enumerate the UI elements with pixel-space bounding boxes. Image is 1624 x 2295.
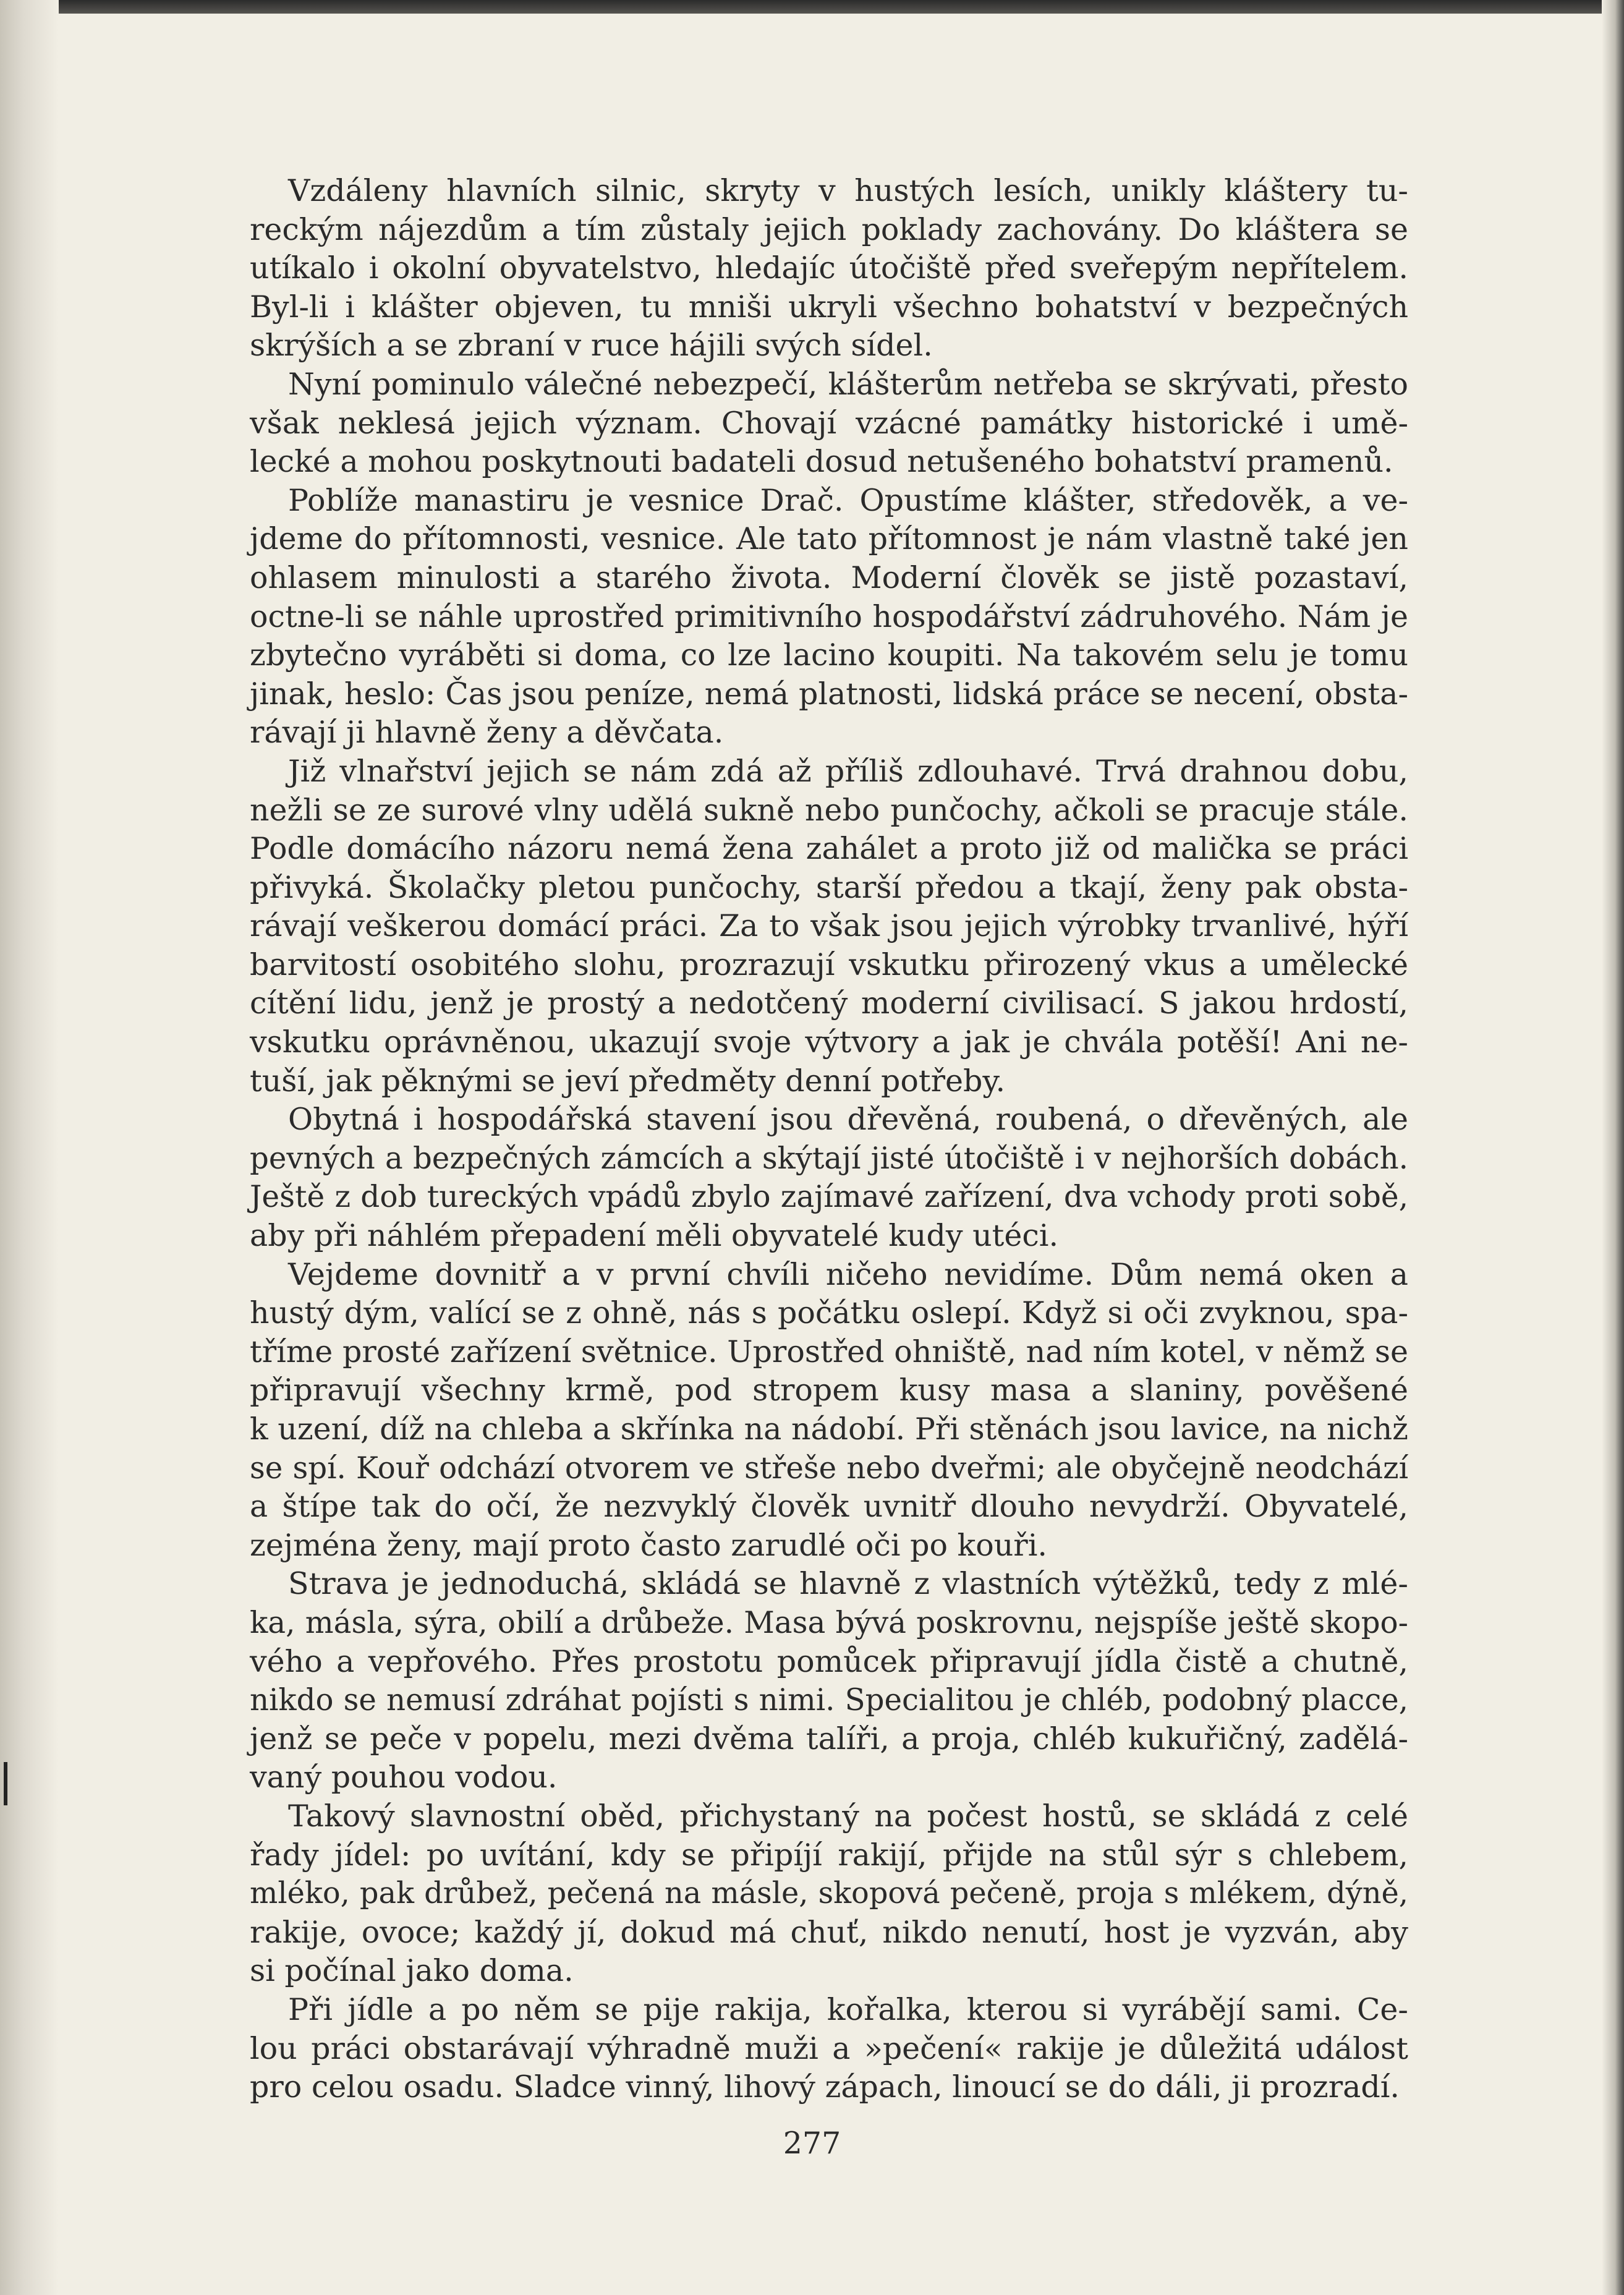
text-line: lou práci obstarávají výhradně muži a »pečení« rakije je důležitá událost: [250, 2030, 1408, 2066]
page-gutter-shadow: [0, 0, 59, 2295]
text-line: řady jídel: po uvítání, kdy se připíjí rakijí, přijde na stůl sýr s chlebem,: [250, 1837, 1408, 1873]
text-line: cítění lidu, jenž je prostý a nedotčený moderní civilisací. S jakou hrdostí,: [250, 986, 1408, 1021]
text-line: připravují všechny krmě, pod stropem kusy masa a slaniny, pověšené: [250, 1373, 1408, 1408]
text-line: a štípe tak do očí, že nezvyklý člověk uvnitř dlouho nevydrží. Obyvatelé,: [250, 1489, 1408, 1525]
text-line: Podle domácího názoru nemá žena zahálet a proto již od malička se práci: [250, 831, 1408, 867]
paragraph: [250, 1991, 1408, 2107]
text-line: nikdo se nemusí zdráhat pojísti s nimi. Specialitou je chléb, podobný placce,: [250, 1683, 1408, 1718]
paragraph: [250, 1565, 1408, 1797]
text-line: Strava je jednoduchá, skládá se hlavně z vlastních výtěžků, tedy z mlé-: [288, 1566, 1408, 1602]
text-line: lecké a mohou poskytnouti badateli dosud netušeného bohatství pramenů.: [250, 444, 1393, 480]
text-line: aby při náhlém přepadení měli obyvatelé kudy utéci.: [250, 1218, 1059, 1254]
text-line: Vzdáleny hlavních silnic, skryty v hustých lesích, unikly kláštery tu-: [288, 173, 1408, 208]
text-line: skrýších a se zbraní v ruce hájili svých sídel.: [250, 328, 933, 364]
text-line: reckým nájezdům a tím zůstaly jejich poklady zachovány. Do kláštera se: [250, 211, 1408, 247]
text-line: však neklesá jejich význam. Chovají vzácné památky historické i umě-: [250, 405, 1408, 441]
text-line: Nyní pominulo válečné nebezpečí, klášterům netřeba se skrývati, přesto: [288, 366, 1408, 402]
margin-mark: [4, 1762, 7, 1805]
paragraph: [250, 752, 1408, 1101]
text-line: vého a vepřového. Přes prostotu pomůcek připravují jídla čistě a chutně,: [250, 1643, 1408, 1679]
text-line: pevných a bezpečných zámcích a skýtají jisté útočiště i v nejhorších dobách.: [250, 1141, 1408, 1176]
paragraph: [250, 482, 1408, 752]
text-line: jdeme do přítomnosti, vesnice. Ale tato přítomnost je nám vlastně také jen: [250, 521, 1408, 557]
text-line: Vejdeme dovnitř a v první chvíli ničeho nevidíme. Dům nemá oken a: [288, 1256, 1408, 1292]
text-line: nežli se ze surové vlny udělá sukně nebo punčochy, ačkoli se pracuje stále.: [250, 792, 1408, 828]
paragraph: [250, 1101, 1408, 1255]
text-line: k uzení, díž na chleba a skřínka na nádobí. Při stěnách jsou lavice, na nichž: [250, 1411, 1408, 1447]
text-line: jinak, heslo: Čas jsou peníze, nemá platnosti, lidská práce se necení, obsta-: [250, 676, 1408, 712]
text-line: zbytečno vyráběti si doma, co lze lacino koupiti. Na takovém selu je tomu: [250, 637, 1408, 673]
text-line: hustý dým, valící se z ohně, nás s počátku oslepí. Když si oči zvyknou, spa-: [250, 1295, 1408, 1331]
text-line: mléko, pak drůbež, pečená na másle, skopová pečeně, proja s mlékem, dýně,: [250, 1876, 1408, 1911]
paragraph: [250, 1797, 1408, 1991]
text-line: se spí. Kouř odchází otvorem ve střeše nebo dveřmi; ale obyčejně neodchází: [250, 1450, 1408, 1486]
text-line: Poblíže manastiru je vesnice Drač. Opustíme klášter, středověk, a ve-: [288, 482, 1408, 518]
paragraph: [250, 172, 1408, 365]
text-line: si počínal jako doma.: [250, 1953, 574, 1989]
text-line: Byl-li i klášter objeven, tu mniši ukryli všechno bohatství v bezpečných: [250, 289, 1408, 325]
text-line: Při jídle a po něm se pije rakija, kořalka, kterou si vyrábějí sami. Ce-: [288, 1991, 1408, 2027]
text-line: pro celou osadu. Sladce vinný, lihový zápach, linoucí se do dáli, ji prozradí.: [250, 2069, 1400, 2105]
scan-right-edge: [1602, 0, 1624, 2295]
page-number: 277: [783, 2126, 841, 2161]
text-line: Již vlnařství jejich se nám zdá až příliš zdlouhavé. Trvá drahnou dobu,: [288, 753, 1408, 789]
text-line: rávají veškerou domácí práci. Za to však jsou jejich výrobky trvanlivé, hýří: [250, 908, 1408, 944]
scan-top-edge: [0, 0, 1624, 14]
text-line: Takový slavnostní oběd, přichystaný na počest hostů, se skládá z celé: [288, 1798, 1408, 1834]
text-line: přivyká. Školačky pletou punčochy, starší předou a tkají, ženy pak obsta-: [250, 869, 1408, 905]
text-line: tuší, jak pěknými se jeví předměty denní potřeby.: [250, 1063, 1006, 1099]
text-line: zejména ženy, mají proto často zarudlé oči po kouři.: [250, 1527, 1047, 1563]
text-line: barvitostí osobitého slohu, prozrazují vskutku přirozený vkus a umělecké: [250, 947, 1408, 982]
paragraph: [250, 365, 1408, 482]
text-line: rávají ji hlavně ženy a děvčata.: [250, 715, 724, 751]
text-line: Obytná i hospodářská stavení jsou dřevěná, roubená, o dřevěných, ale: [288, 1102, 1408, 1138]
text-line: utíkalo i okolní obyvatelstvo, hledajíc útočiště před sveřepým nepřítelem.: [250, 250, 1408, 286]
text-line: vskutku oprávněnou, ukazují svoje výtvory a jak je chvála potěší! Ani ne-: [250, 1024, 1408, 1060]
text-line: vaný pouhou vodou.: [250, 1760, 558, 1795]
body-text: [250, 172, 1408, 2107]
text-line: rakije, ovoce; každý jí, dokud má chuť, nikdo nenutí, host je vyzván, aby: [250, 1914, 1408, 1950]
text-line: ka, másla, sýra, obilí a drůbeže. Masa bývá poskrovnu, nejspíše ještě skopo-: [250, 1605, 1408, 1640]
text-line: jenž se peče v popelu, mezi dvěma talíři, a proja, chléb kukuřičný, zadělá-: [250, 1721, 1408, 1756]
text-line: tříme prosté zařízení světnice. Uprostřed ohniště, nad ním kotel, v němž se: [250, 1334, 1408, 1369]
paragraph: [250, 1256, 1408, 1565]
text-line: ohlasem minulosti a starého života. Moderní člověk se jistě pozastaví,: [250, 560, 1408, 595]
text-line: Ještě z dob tureckých vpádů zbylo zajímavé zařízení, dva vchody proti sobě,: [250, 1180, 1408, 1215]
text-line: octne-li se náhle uprostřed primitivního hospodářství zádruhového. Nám je: [250, 598, 1408, 634]
